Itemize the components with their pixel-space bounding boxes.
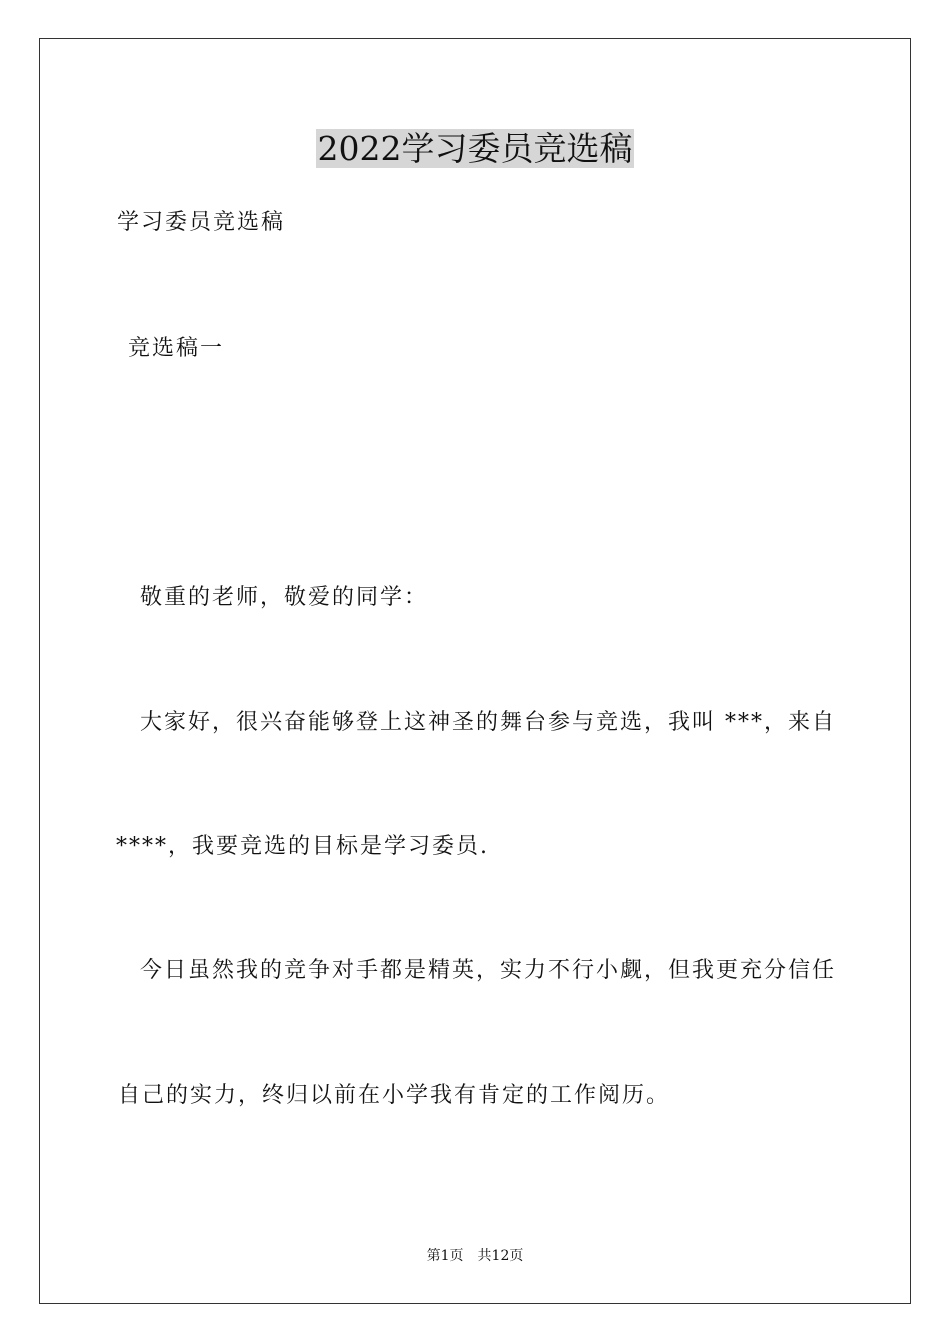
page-footer	[0, 1246, 950, 1266]
subtitle-line: 学习委员竞选稿	[117, 210, 286, 235]
paragraph-line: 大家好，很兴奋能够登上这神圣的舞台参与竞选，我叫 ***，来自	[140, 710, 836, 735]
paragraph-line: ****，我要竞选的目标是学习委员.	[116, 834, 489, 859]
salutation-line: 敬重的老师，敬爱的同学：	[140, 585, 429, 610]
paragraph-line: 今日虽然我的竞争对手都是精英，实力不行小觑，但我更充分信任	[140, 958, 837, 983]
page-number-total: 共12页	[477, 1248, 524, 1264]
paragraph-line: 自己的实力，终归以前在小学我有肯定的工作阅历。	[118, 1083, 671, 1108]
page-number-current: 第1页	[426, 1248, 464, 1264]
section-heading: 竞选稿一	[128, 336, 225, 361]
document-title-text: 2022学习委员竞选稿	[317, 129, 633, 168]
document-title	[0, 128, 950, 170]
